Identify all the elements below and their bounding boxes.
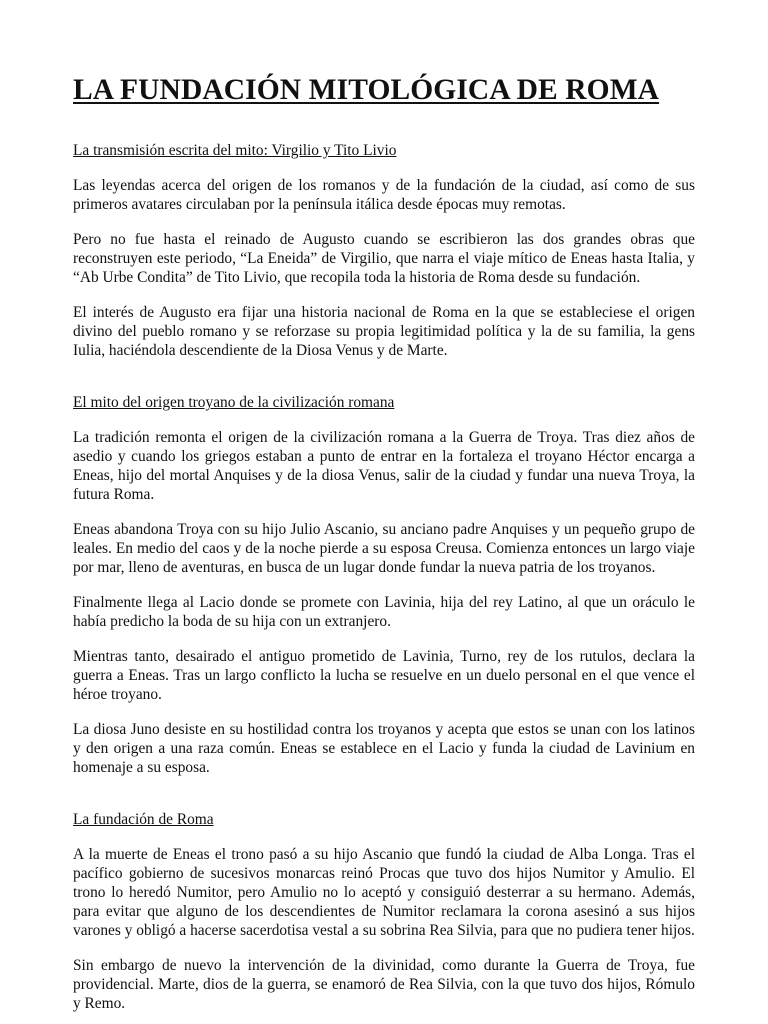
section-transmision [73,141,695,360]
section-heading: La fundación de Roma [73,811,214,828]
section-heading: El mito del origen troyano de la civilización romana [73,394,395,411]
section-origen-troyano [73,393,695,777]
paragraph: Eneas abandona Troya con su hijo Julio Ascanio, su anciano padre Anquises y un pequeño grupo de leales. En medio del caos y de la noche pierde a su esposa Creusa. Comienza entonces un largo viaje por mar, lleno de aventuras, en busca de un lugar donde fundar la nueva patria de los troyanos. [73,521,695,576]
paragraph: Sin embargo de nuevo la intervención de la divinidad, como durante la Guerra de Troya, fue providencial. Marte, dios de la guerra, se enamoró de Rea Silvia, con la que tuvo dos hijos, Rómulo y Remo. [73,957,695,1012]
document-title: LA FUNDACIÓN MITOLÓGICA DE ROMA [73,74,660,106]
section-heading: La transmisión escrita del mito: Virgilio y Tito Livio [73,142,397,159]
paragraph: Pero no fue hasta el reinado de Augusto cuando se escribieron las dos grandes obras que reconstruyen este periodo, “La Eneida” de Virgilio, que narra el viaje mítico de Eneas hasta Italia, y “Ab Urbe Condita” de Tito Livio, que recopila toda la historia de Roma desde su fundación. [73,231,695,286]
paragraph: El interés de Augusto era fijar una historia nacional de Roma en la que se estableciese el origen divino del pueblo romano y se reforzase su propia legitimidad política y la de su familia, la gens Iulia, haciéndola descendiente de la Diosa Venus y de Marte. [73,304,695,359]
paragraph: La diosa Juno desiste en su hostilidad contra los troyanos y acepta que estos se unan con los latinos y den origen a una raza común. Eneas se establece en el Lacio y funda la ciudad de Lavinium en homenaje a su esposa. [73,721,695,776]
paragraph: Mientras tanto, desairado el antiguo prometido de Lavinia, Turno, rey de los rutulos, declara la guerra a Eneas. Tras un largo conflicto la lucha se resuelve en un duelo personal en el que vence el héroe troyano. [73,648,695,703]
paragraph: La tradición remonta el origen de la civilización romana a la Guerra de Troya. Tras diez años de asedio y cuando los griegos estaban a punto de entrar en la fortaleza el troyano Héctor encarga a Eneas, hijo del mortal Anquises y de la diosa Venus, salir de la ciudad y fundar una nueva Troya, la futura Roma. [73,429,695,503]
paragraph: A la muerte de Eneas el trono pasó a su hijo Ascanio que fundó la ciudad de Alba Longa. Tras el pacífico gobierno de sucesivos monarcas reinó Procas que tuvo dos hijos Numitor y Amulio. El trono lo heredó Numitor, pero Amulio no lo aceptó y consiguió desterrar a su hermano. Además, para evitar que alguno de los descendientes de Numitor reclamara la corona asesinó a sus hijos varones y obligó a hacerse sacerdotisa vestal a su sobrina Rea Silvia, para que no pudiera tener hijos. [73,846,695,939]
paragraph: Finalmente llega al Lacio donde se promete con Lavinia, hija del rey Latino, al que un oráculo le había predicho la boda de su hija con un extranjero. [73,594,695,630]
document-page [73,74,695,1013]
paragraph: Las leyendas acerca del origen de los romanos y de la fundación de la ciudad, así como de sus primeros avatares circulaban por la península itálica desde épocas muy remotas. [73,177,695,213]
section-fundacion [73,810,695,1013]
